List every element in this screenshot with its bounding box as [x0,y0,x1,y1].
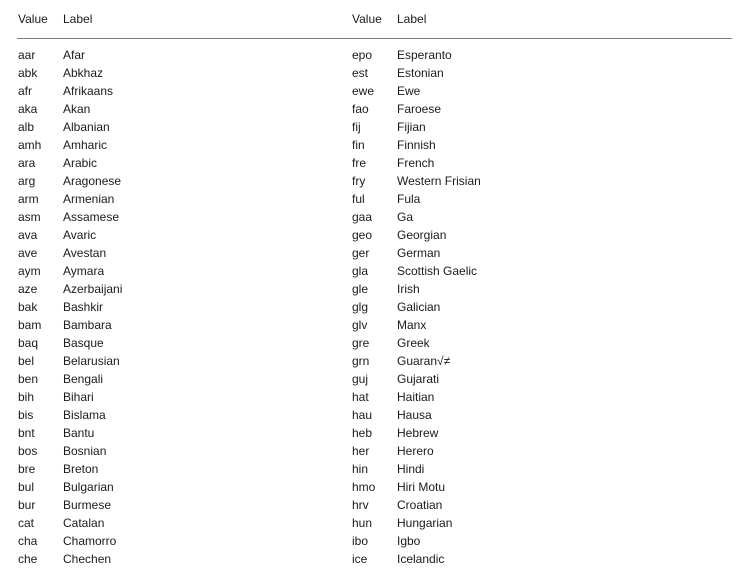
table-row [352,334,736,352]
row-label: Galician [397,300,441,314]
row-value: heb [352,426,373,440]
row-label: Igbo [397,534,421,548]
table-row [352,100,736,118]
table-row [352,532,736,550]
row-value: hin [352,462,369,476]
row-label: Avestan [63,246,107,260]
row-value: bos [18,444,38,458]
row-value: fre [352,156,367,170]
left-column-header [18,10,348,28]
row-value: bul [18,480,35,494]
row-value: bih [18,390,35,404]
table-row [352,46,736,64]
row-value: est [352,66,369,80]
table-row [18,388,348,406]
row-label: Afar [63,48,86,62]
row-value: bur [18,498,36,512]
row-value: fao [352,102,369,116]
row-value: afr [18,84,33,98]
table-row [352,226,736,244]
table-row [18,442,348,460]
row-label: Bantu [63,426,95,440]
table-row [352,316,736,334]
table-row [18,208,348,226]
table-row [18,262,348,280]
row-label: Ewe [397,84,421,98]
table-row [18,460,348,478]
row-value: gre [352,336,370,350]
row-value: guj [352,372,369,386]
table-row [352,460,736,478]
row-value: bre [18,462,36,476]
row-value: grn [352,354,370,368]
table-row [18,172,348,190]
table-row [352,550,736,568]
row-label: Guaran√≠ [397,354,451,368]
value-column-header: Value [18,12,48,26]
table-row [18,46,348,64]
row-value: arm [18,192,39,206]
row-value: hrv [352,498,369,512]
row-value: ewe [352,84,375,98]
table-row [18,118,348,136]
table-row [352,388,736,406]
table-row [18,82,348,100]
row-label: Chamorro [63,534,117,548]
row-label: Belarusian [63,354,120,368]
table-row [352,370,736,388]
row-label: Gujarati [397,372,440,386]
table-row [352,82,736,100]
row-label: Aragonese [63,174,122,188]
row-label: Estonian [397,66,444,80]
left-column [18,10,348,568]
table-row [18,406,348,424]
table-row [18,424,348,442]
table-row [18,334,348,352]
row-label: Bengali [63,372,104,386]
row-label: Hungarian [397,516,453,530]
row-value: hau [352,408,373,422]
table-row [18,316,348,334]
row-value: arg [18,174,36,188]
row-value: aym [18,264,41,278]
row-label: Basque [63,336,104,350]
table-row [18,244,348,262]
table-row [352,280,736,298]
row-value: alb [18,120,35,134]
table-row [18,370,348,388]
row-value: ara [18,156,36,170]
table-row [18,190,348,208]
row-value: bel [18,354,35,368]
row-label: Icelandic [397,552,445,566]
row-value: bis [18,408,34,422]
table-row [18,352,348,370]
row-label: Croatian [397,498,443,512]
row-label: Afrikaans [63,84,114,98]
row-label: Bambara [63,318,112,332]
row-label: Esperanto [397,48,452,62]
row-label: Hiri Motu [397,480,446,494]
table-row [352,406,736,424]
row-label: Aymara [63,264,105,278]
row-value: ful [352,192,365,206]
row-label: Bihari [63,390,94,404]
row-label: Bosnian [63,444,107,458]
table-row [352,478,736,496]
row-label: Bislama [63,408,106,422]
row-label: Abkhaz [63,66,104,80]
row-value: bnt [18,426,35,440]
left-rows [18,46,348,568]
label-column-header: Label [63,12,93,26]
table-row [18,298,348,316]
row-label: Finnish [397,138,436,152]
row-value: cha [18,534,38,548]
row-label: French [397,156,435,170]
row-label: Albanian [63,120,110,134]
table-row [352,298,736,316]
table-row [352,424,736,442]
row-label: Amharic [63,138,108,152]
row-label: Hebrew [397,426,439,440]
row-value: hun [352,516,373,530]
row-value: fij [352,120,361,134]
row-value: hmo [352,480,376,494]
row-label: Avaric [63,228,97,242]
table-row [18,514,348,532]
value-column-header: Value [352,12,382,26]
right-rows [352,46,736,568]
row-value: ava [18,228,38,242]
row-value: ger [352,246,370,260]
table-row [352,442,736,460]
row-value: che [18,552,38,566]
table-row [352,352,736,370]
row-value: gla [352,264,369,278]
row-value: gle [352,282,369,296]
row-value: baq [18,336,39,350]
label-column-header: Label [397,12,427,26]
row-label: Azerbaijani [63,282,123,296]
row-label: Fula [397,192,421,206]
row-value: ave [18,246,38,260]
table-row [18,226,348,244]
table-row [352,172,736,190]
row-value: cat [18,516,35,530]
row-label: Herero [397,444,434,458]
table-row [18,100,348,118]
table-row [352,244,736,262]
table-row [352,154,736,172]
row-label: Breton [63,462,99,476]
table-row [352,64,736,82]
row-value: amh [18,138,42,152]
row-value: her [352,444,370,458]
row-label: Haitian [397,390,435,404]
row-label: Hindi [397,462,425,476]
row-value: bak [18,300,38,314]
table-row [352,496,736,514]
table-row [352,262,736,280]
row-value: fry [352,174,366,188]
table-row [18,280,348,298]
row-label: Bulgarian [63,480,114,494]
row-value: ben [18,372,39,386]
row-label: Western Frisian [397,174,481,188]
table-row [18,64,348,82]
row-label: Chechen [63,552,112,566]
right-column-header [352,10,736,28]
table-row [352,118,736,136]
row-value: fin [352,138,365,152]
row-label: Arabic [63,156,98,170]
row-label: Irish [397,282,420,296]
row-label: Georgian [397,228,447,242]
row-label: Greek [397,336,430,350]
row-value: bam [18,318,42,332]
row-label: Ga [397,210,414,224]
row-label: Catalan [63,516,105,530]
row-label: Manx [397,318,427,332]
right-column [352,10,736,568]
row-value: epo [352,48,373,62]
table-row [18,154,348,172]
table-row [18,550,348,568]
row-label: Armenian [63,192,115,206]
row-value: ice [352,552,368,566]
row-value: glv [352,318,368,332]
row-label: Akan [63,102,91,116]
row-label: Bashkir [63,300,104,314]
row-label: German [397,246,441,260]
row-label: Hausa [397,408,432,422]
row-label: Assamese [63,210,120,224]
table-row [352,190,736,208]
row-value: gaa [352,210,373,224]
row-value: aar [18,48,36,62]
row-value: abk [18,66,38,80]
table-row [18,496,348,514]
row-label: Burmese [63,498,112,512]
row-value: geo [352,228,373,242]
row-value: hat [352,390,369,404]
table-row [352,136,736,154]
row-label: Faroese [397,102,442,116]
row-value: aze [18,282,38,296]
row-value: asm [18,210,41,224]
row-value: ibo [352,534,369,548]
table-row [18,136,348,154]
table-row [18,532,348,550]
table-row [352,514,736,532]
row-value: aka [18,102,38,116]
table-row [18,478,348,496]
row-label: Fijian [397,120,426,134]
row-label: Scottish Gaelic [397,264,478,278]
row-value: glg [352,300,369,314]
table-row [352,208,736,226]
